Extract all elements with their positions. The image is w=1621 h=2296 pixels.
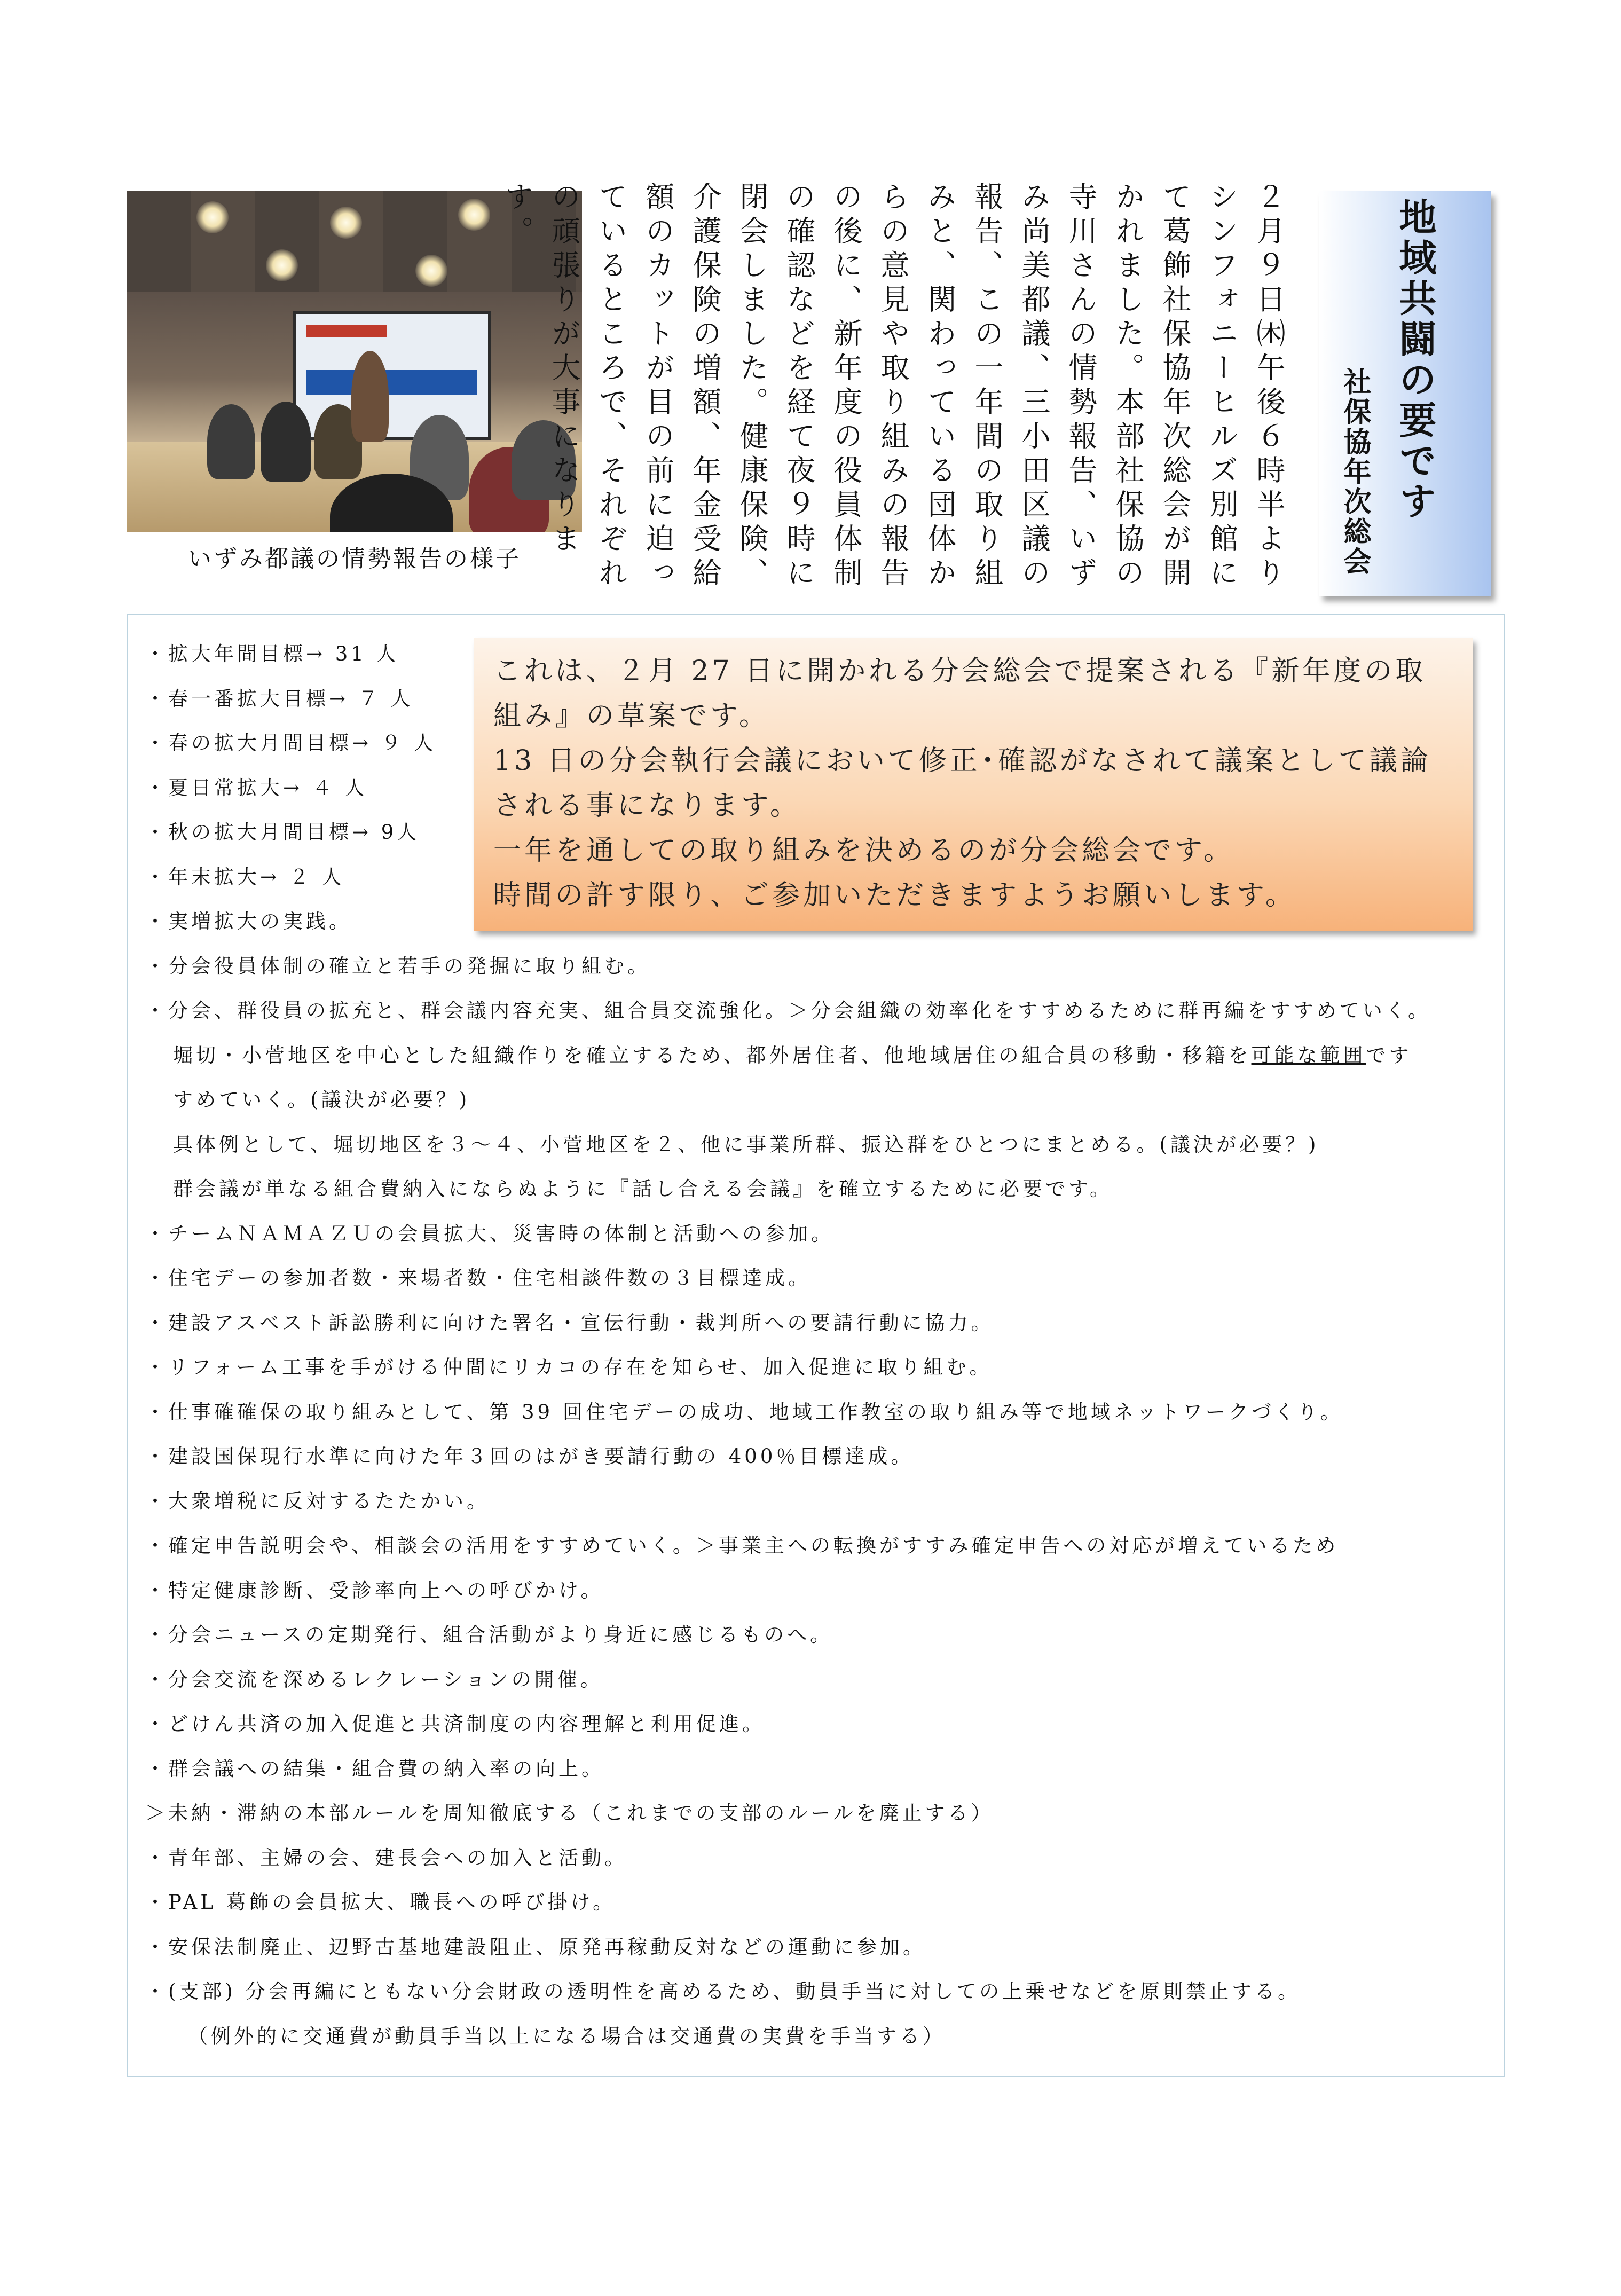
- list-item: ・どけん共済の加入促進と共済制度の内容理解と利用促進。: [145, 1712, 765, 1735]
- title-box: [1319, 191, 1491, 596]
- ceiling-light: [196, 201, 229, 233]
- article-subtitle: 社保協年次総会: [1339, 367, 1371, 577]
- underlined-text: 可能な範囲: [1251, 1043, 1366, 1067]
- list-item: ・夏日常拡大→ ４ 人: [145, 776, 368, 799]
- list-item: ・春の拡大月間目標→ ９ 人: [145, 732, 437, 754]
- notice-line: 時間の許す限り、ご参加いただきますようお願いします。: [493, 879, 1296, 911]
- notice-line: これは、２月 27 日に開かれる分会総会で提案される『新年度の取組み』の草案です。: [493, 655, 1427, 732]
- ceiling-light: [458, 199, 490, 231]
- list-item: ・特定健康診断、受診率向上への呼びかけ。: [145, 1578, 604, 1602]
- list-item: ・仕事確確保の取り組みとして、第 39 回住宅デーの成功、地域工作教室の取り組み等で地域ネットワークづくり。: [145, 1400, 1343, 1424]
- list-item: 具体例として、堀切地区を３～４、小菅地区を２、他に事業所群、振込群をひとつにまとめる。(議決が必要？): [173, 1133, 1319, 1156]
- notice-line: 13 日の分会執行会議において修正･確認がなされて議案として議論される事になります。: [493, 745, 1431, 822]
- list-item: ・分会役員体制の確立と若手の発掘に取り組む。: [145, 954, 650, 978]
- list-item: ・春一番拡大目標→ ７ 人: [145, 687, 414, 710]
- attendee: [207, 404, 255, 479]
- ceiling-light: [266, 249, 298, 281]
- list-item: ・大衆増税に反対するたたかい。: [145, 1489, 490, 1513]
- list-item: ・分会、群役員の拡充と、群会議内容充実、組合員交流強化。＞分会組織の効率化をすすめるために群再編をすすめていく。: [145, 999, 1431, 1022]
- list-item: ・実増拡大の実践。: [145, 910, 352, 933]
- notice-box: [474, 638, 1473, 931]
- list-item: ・リフォーム工事を手がける仲間にリカコの存在を知らせ、加入促進に取り組む。: [145, 1356, 993, 1379]
- list-item: ・分会交流を深めるレクレーションの開催。: [145, 1668, 603, 1691]
- notice-line: 一年を通しての取り組みを決めるのが分会総会です。: [493, 835, 1234, 867]
- list-item: ・分会ニュースの定期発行、組合活動がより身近に感じるものへ。: [145, 1623, 833, 1646]
- screen-banner: [306, 370, 477, 395]
- screen-red-text: [306, 325, 387, 337]
- list-item: ・群会議への結集・組合費の納入率の向上。: [145, 1757, 604, 1780]
- list-item: 群会議が単なる組合費納入にならぬように『話し合える会議』を確立するために必要です。: [173, 1177, 1113, 1200]
- list-item: （例外的に交通費が動員手当以上になる場合は交通費の実費を手当する）: [188, 2024, 946, 2048]
- speaker: [351, 351, 389, 442]
- list-item: ・青年部、主婦の会、建長会への加入と活動。: [145, 1846, 627, 1869]
- list-item: ・PAL 葛飾の会員拡大、職長への呼び掛け。: [145, 1891, 616, 1914]
- list-item: ・確定申告説明会や、相談会の活用をすすめていく。＞事業主への転換がすすみ確定申告への対応が増えているため: [145, 1534, 1339, 1557]
- ceiling-light: [330, 207, 362, 239]
- list-item-text: です: [1366, 1043, 1412, 1067]
- list-item: ・拡大年間目標→ 31 人: [145, 642, 399, 665]
- list-item: ・チームＮＡＭＡＺＵの会員拡大、災害時の体制と活動への参加。: [145, 1222, 834, 1245]
- list-item: ・安保法制廃止、辺野古基地建設阻止、原発再稼動反対などの運動に参加。: [145, 1935, 926, 1959]
- list-item: ・住宅デーの参加者数・来場者数・住宅相談件数の３目標達成。: [145, 1267, 811, 1289]
- article-body: ２月９日㈭午後６時半よりシンフォニーヒルズ別館にて葛飾社保協年次総会が開かれました。本部社保協の寺川さんの情勢報告、いずみ尚美都議、三小田区議の報告、この一年間の取り組みと、関わっている団体からの意見や取り組みの報告の後に、新年度の役員体制の確認などを経て夜９時に閉会しました。健康保険、介護保険の増額、年金受給額のカットが目の前に迫っているところで、それぞれの頑張りが大事になります。: [500, 182, 1286, 592]
- list-item: ・年末拡大→ ２ 人: [145, 865, 345, 888]
- article-title: 地域共闘の要です: [1393, 198, 1437, 522]
- list-item: ・建設アスベスト訴訟勝利に向けた署名・宣伝行動・裁判所への要請行動に協力。: [145, 1311, 994, 1334]
- ceiling-light: [415, 255, 447, 287]
- attendee: [261, 402, 311, 482]
- list-item-text: 堀切・小菅地区を中心とした組織作りを確立するため、都外居住者、他地域居住の組合員の移動・移籍を: [173, 1043, 1252, 1067]
- list-item: [145, 1033, 1491, 1078]
- list-item: ＞未納・滞納の本部ルールを周知徹底する（これまでの支部のルールを廃止する）: [145, 1802, 994, 1825]
- list-item: ・建設国保現行水準に向けた年３回のはがき要請行動の 400％目標達成。: [145, 1445, 914, 1468]
- list-item: ・秋の拡大月間目標→ 9人: [145, 821, 420, 844]
- list-item: ・(支部) 分会再編にともない分会財政の透明性を高めるため、動員手当に対しての上乗せなどを原則禁止する。: [145, 1980, 1301, 2003]
- photo-caption: いずみ都議の情勢報告の様子: [188, 545, 521, 572]
- list-item: すめていく。(議決が必要？): [173, 1088, 470, 1111]
